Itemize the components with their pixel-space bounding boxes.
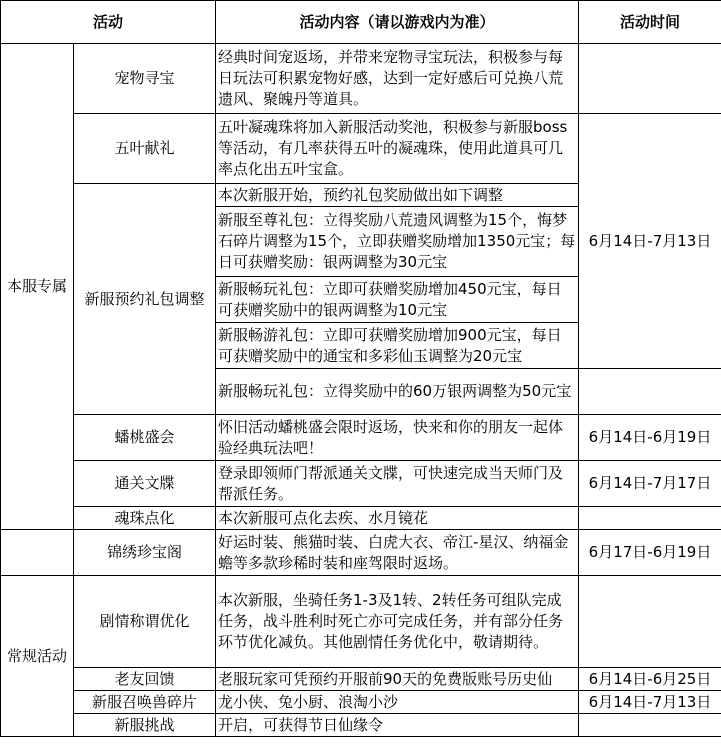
activity-time: 6月14日-7月13日 (579, 691, 721, 714)
table-row (1, 507, 721, 530)
activity-name: 新服预约礼包调整 (74, 184, 216, 415)
activity-content: 五叶凝魂珠将加入新服活动奖池，积极参与新服boss等活动，有几率获得五叶的凝魂珠，使用此道具可几率点化出五叶宝盒。 (216, 114, 579, 184)
activity-time (579, 369, 721, 415)
activity-time: 6月14日-7月17日 (579, 461, 721, 507)
table-row (1, 415, 721, 461)
group-regular: 常规活动 (1, 576, 74, 737)
activity-content: 龙小侠、兔小厨、浪淘小沙 (216, 691, 579, 714)
activity-content: 本次新服开始，预约礼包奖励做出如下调整 (216, 184, 579, 207)
activity-name: 宠物寻宝 (74, 44, 216, 114)
activity-name: 新服召唤兽碎片 (74, 691, 216, 714)
activity-time: 6月14日-7月13日 (579, 114, 721, 369)
activity-time: 6月17日-6月19日 (579, 530, 721, 576)
activity-name: 五叶献礼 (74, 114, 216, 184)
table-row (1, 668, 721, 691)
table-row (1, 114, 721, 184)
activity-time (579, 714, 721, 737)
activity-content: 新服至尊礼包：立得奖励八荒遗风调整为15个，悔梦石碎片调整为15个，立即获赠奖励增加1350元宝；每日可获赠奖励：银两调整为30元宝 (216, 207, 579, 277)
table-row (1, 576, 721, 668)
activity-content: 经典时间宠返场，并带来宠物寻宝玩法，积极参与每日玩法可积累宠物好感，达到一定好感后可兑换八荒遗风、聚魄丹等道具。 (216, 44, 579, 114)
activity-content: 老服玩家可凭预约开服前90天的免费版账号历史仙 (216, 668, 579, 691)
table-row (1, 461, 721, 507)
activity-name: 剧情称谓优化 (74, 576, 216, 668)
activity-time (579, 507, 721, 530)
table-row (1, 691, 721, 714)
table-row (1, 44, 721, 114)
activity-time: 6月14日-6月19日 (579, 415, 721, 461)
activity-content: 本次新服，坐骑任务1-3及1转、2转任务可组队完成任务，战斗胜利时死亡亦可完成任务，并有部分任务环节优化减负。其他剧情任务优化中，敬请期待。 (216, 576, 579, 668)
activity-content: 新服畅玩礼包：立得奖励中的60万银两调整为50元宝 (216, 369, 579, 415)
group-server-exclusive: 本服专属 (1, 44, 74, 530)
activity-time (579, 44, 721, 114)
activity-content: 新服畅游礼包：立即可获赠奖励增加900元宝，每日可获赠奖励中的通宝和多彩仙玉调整为20元宝 (216, 323, 579, 369)
activity-content: 新服畅玩礼包：立即可获赠奖励增加450元宝，每日可获赠奖励中的银两调整为10元宝 (216, 277, 579, 323)
header-content: 活动内容（请以游戏内为准） (216, 1, 579, 44)
activity-content: 本次新服可点化去疾、水月镜花 (216, 507, 579, 530)
activity-name: 锦绣珍宝阁 (74, 530, 216, 576)
activity-content: 登录即领师门帮派通关文牒，可快速完成当天师门及帮派任务。 (216, 461, 579, 507)
activity-name: 老友回馈 (74, 668, 216, 691)
activity-name: 通关文牒 (74, 461, 216, 507)
group-server-exclusive-cont (1, 530, 74, 576)
table-row (1, 714, 721, 737)
activity-time (579, 576, 721, 668)
activity-name: 蟠桃盛会 (74, 415, 216, 461)
activity-name: 魂珠点化 (74, 507, 216, 530)
activity-content: 好运时装、熊猫时装、白虎大衣、帝江-星汉、纳福金蟾等多款珍稀时装和座驾限时返场。 (216, 530, 579, 576)
header-time: 活动时间 (579, 1, 721, 44)
activity-content: 开启，可获得节日仙缘令 (216, 714, 579, 737)
table-header-row (1, 1, 721, 44)
activity-content: 怀旧活动蟠桃盛会限时返场，快来和你的朋友一起体验经典玩法吧！ (216, 415, 579, 461)
activity-time: 6月14日-6月25日 (579, 668, 721, 691)
header-activity: 活动 (1, 1, 216, 44)
table-row (1, 530, 721, 576)
activity-name: 新服挑战 (74, 714, 216, 737)
